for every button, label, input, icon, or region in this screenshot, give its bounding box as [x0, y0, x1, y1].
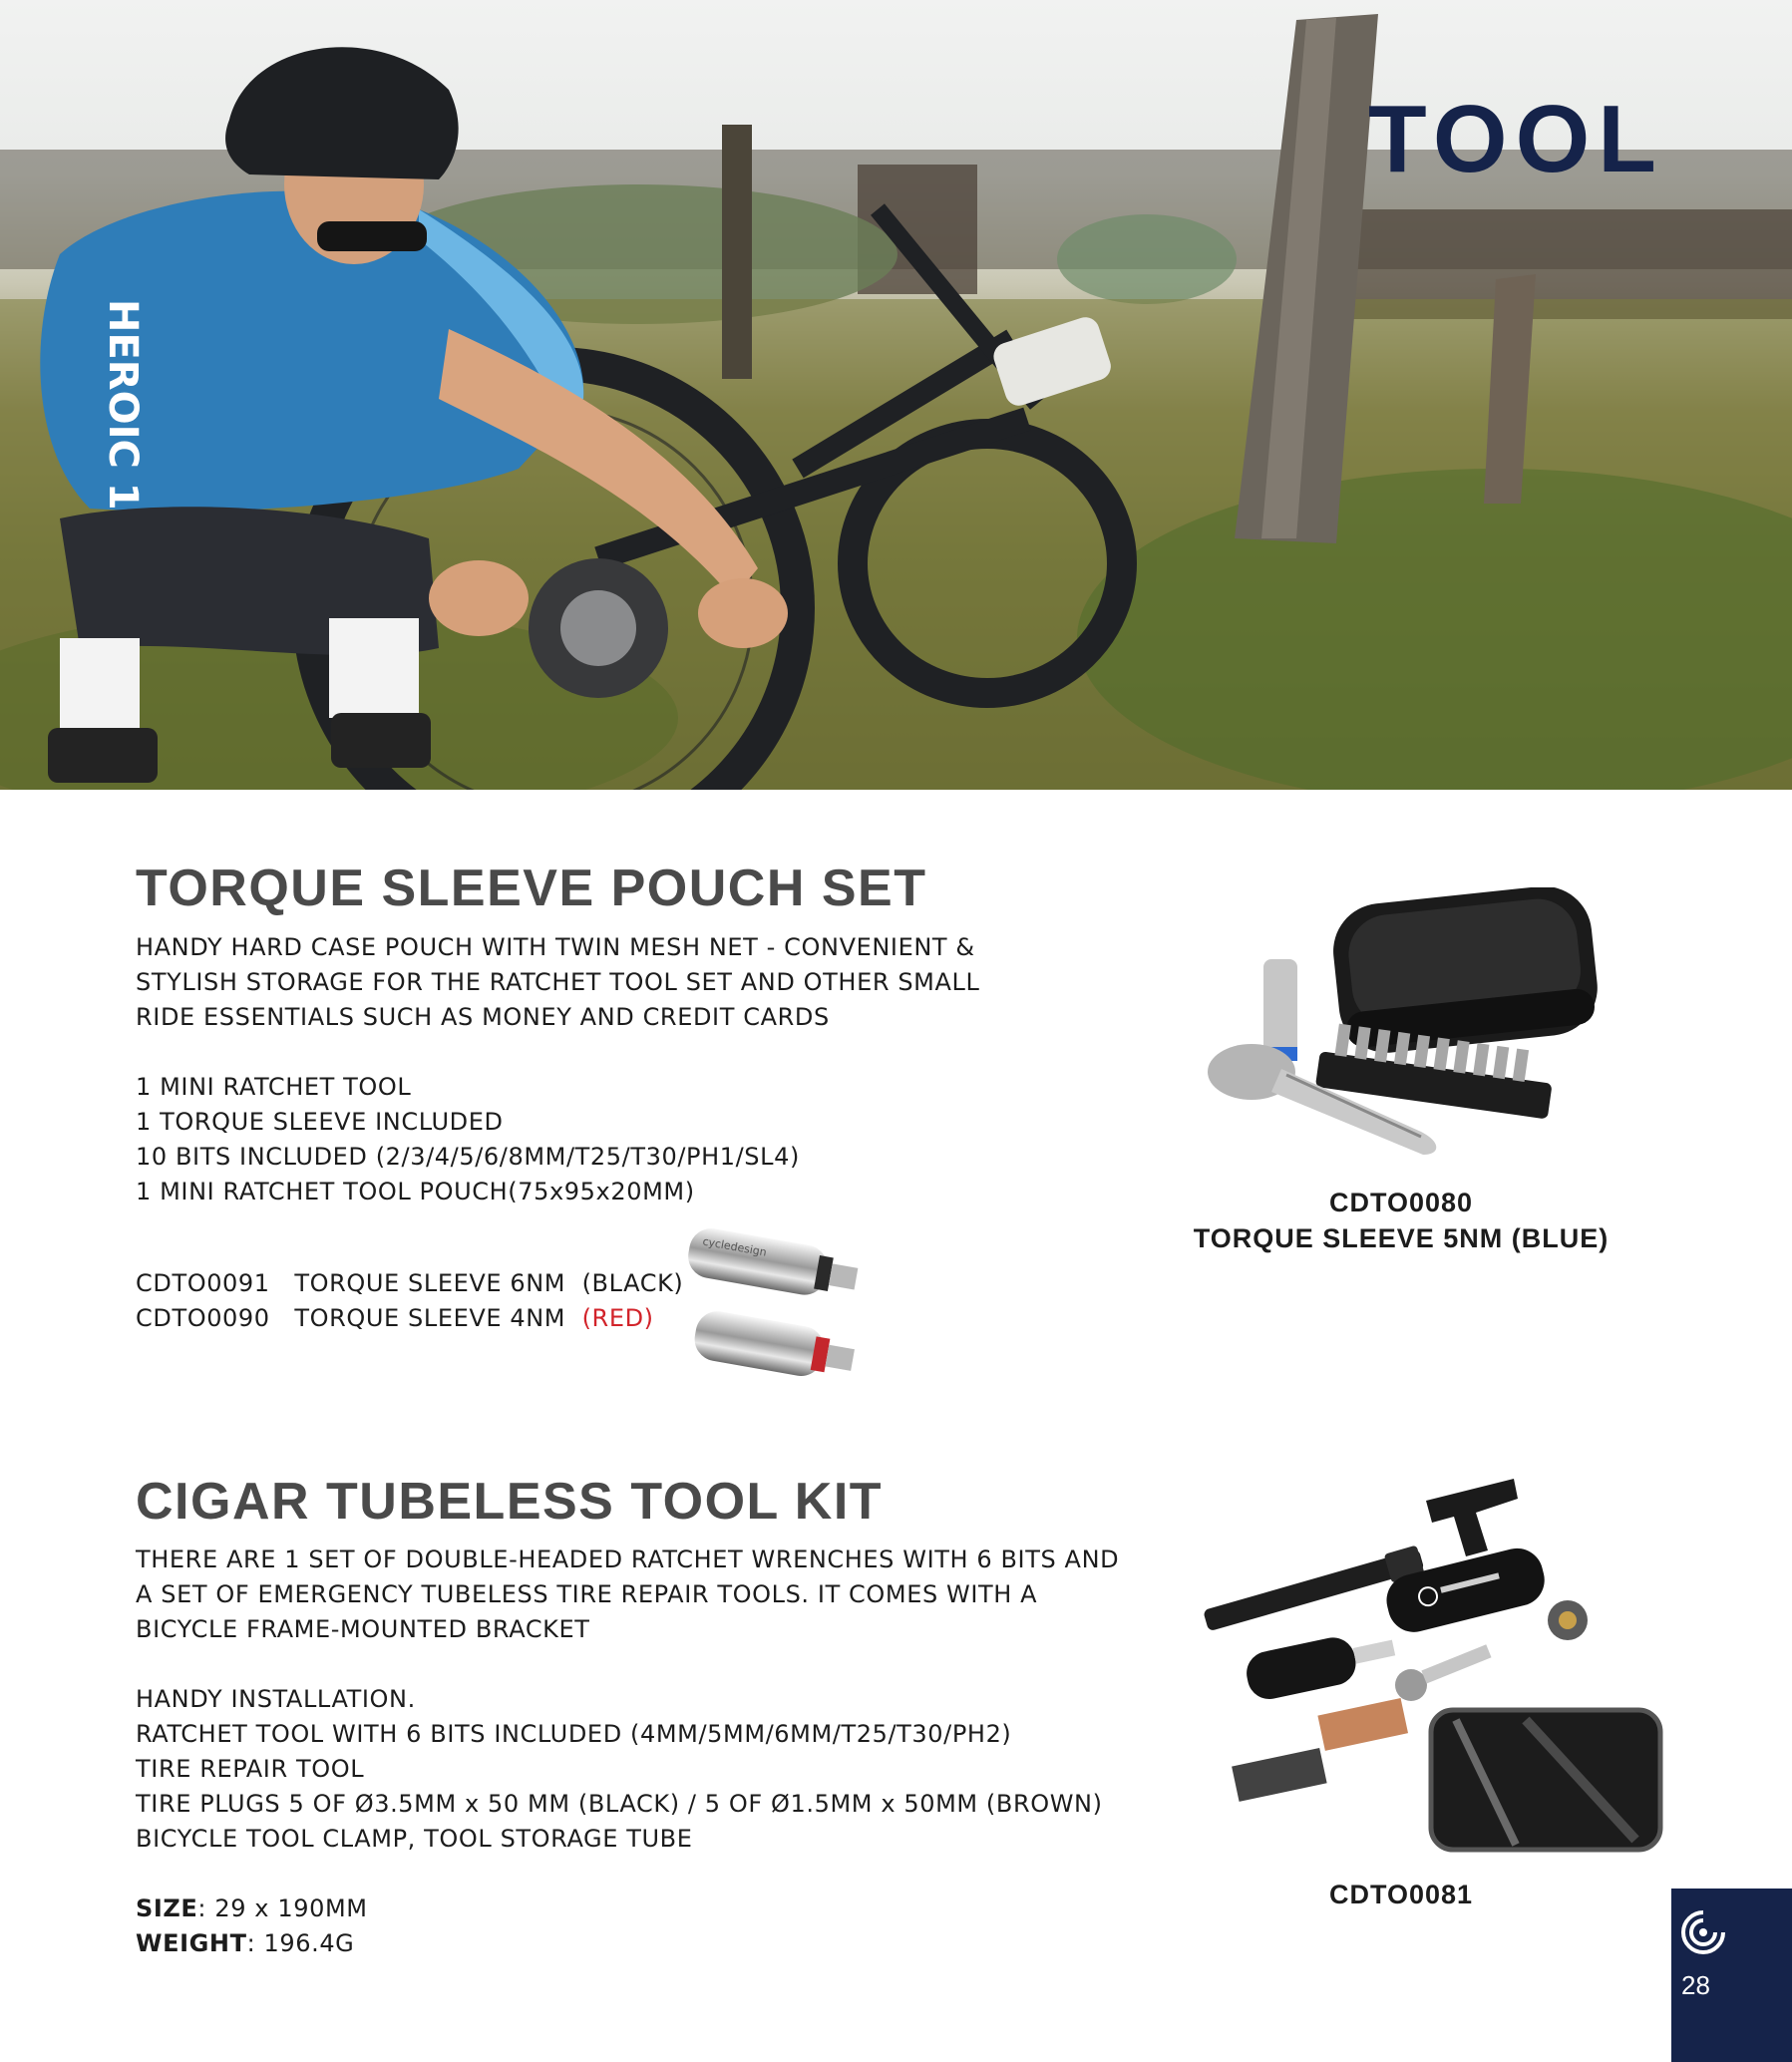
- variant-name: TORQUE SLEEVE 4NM: [294, 1304, 566, 1332]
- spec-label: SIZE: [136, 1894, 198, 1922]
- variant-color: (RED): [581, 1304, 654, 1332]
- contents-line: 1 TORQUE SLEEVE INCLUDED: [136, 1108, 504, 1136]
- product-code: CDTO0080: [1328, 1188, 1474, 1217]
- cigar-kit-heading: CIGAR TUBELESS TOOL KIT: [136, 1473, 884, 1531]
- contents-line: BICYCLE TOOL CLAMP, TOOL STORAGE TUBE: [136, 1825, 693, 1853]
- cigar-kit-caption: [1237, 1877, 1566, 1912]
- variant-row: [136, 1301, 683, 1336]
- cigar-tubeless-kit-image: [1197, 1471, 1675, 1860]
- contents-line: TIRE REPAIR TOOL: [136, 1755, 365, 1783]
- description-line: THERE ARE 1 SET OF DOUBLE-HEADED RATCHET WRENCHES WITH 6 BITS AND: [136, 1546, 1120, 1573]
- page-title: TOOL: [1368, 86, 1664, 192]
- spec-value: : 196.4G: [246, 1929, 355, 1957]
- description-line: A SET OF EMERGENCY TUBELESS TIRE REPAIR TOOLS. IT COMES WITH A: [136, 1580, 1038, 1608]
- spec-value: : 29 x 190MM: [197, 1894, 368, 1922]
- spec-row: [136, 1891, 1119, 1926]
- torque-sleeve-pouch-set-image: [1192, 887, 1630, 1167]
- description-line: HANDY HARD CASE POUCH WITH TWIN MESH NET - CONVENIENT &: [136, 933, 975, 961]
- variant-color: (BLACK): [581, 1269, 684, 1297]
- pouch-set-caption: [1147, 1185, 1655, 1256]
- hero-photo: [0, 0, 1792, 790]
- contents-line: HANDY INSTALLATION.: [136, 1685, 416, 1713]
- page-number-badge: [1671, 1889, 1792, 2062]
- torque-sleeve-heading: TORQUE SLEEVE POUCH SET: [136, 859, 927, 917]
- description-line: STYLISH STORAGE FOR THE RATCHET TOOL SET AND OTHER SMALL: [136, 968, 980, 996]
- torque-sleeves-image: [686, 1226, 866, 1396]
- product-name: TORQUE SLEEVE 5NM (BLUE): [1193, 1223, 1610, 1253]
- description-line: BICYCLE FRAME-MOUNTED BRACKET: [136, 1615, 590, 1643]
- contents-line: 10 BITS INCLUDED (2/3/4/5/6/8MM/T25/T30/PH1/SL4): [136, 1143, 800, 1171]
- contents-line: 1 MINI RATCHET TOOL: [136, 1073, 412, 1101]
- contents-line: 1 MINI RATCHET TOOL POUCH(75x95x20MM): [136, 1178, 695, 1205]
- variant-name: TORQUE SLEEVE 6NM: [294, 1269, 566, 1297]
- cycledesign-logo-icon: [1679, 1908, 1727, 1956]
- spec-row: [136, 1926, 1119, 1961]
- contents-line: RATCHET TOOL WITH 6 BITS INCLUDED (4MM/5MM/6MM/T25/T30/PH2): [136, 1720, 1012, 1748]
- variant-code: CDTO0090: [136, 1304, 270, 1332]
- torque-sleeve-description: [136, 930, 979, 1209]
- variant-list: [136, 1266, 683, 1336]
- spec-label: WEIGHT: [136, 1929, 247, 1957]
- cigar-kit-description: [136, 1543, 1119, 1961]
- sleeve-brand-label: cycledesign: [701, 1234, 768, 1259]
- svg-text:HEROIC 1: HEROIC 1: [100, 299, 146, 511]
- variant-code: CDTO0091: [136, 1269, 270, 1297]
- product-code: CDTO0081: [1328, 1880, 1474, 1909]
- variant-row: [136, 1266, 683, 1301]
- contents-line: TIRE PLUGS 5 OF Ø3.5MM x 50 MM (BLACK) / 5 OF Ø1.5MM x 50MM (BROWN): [136, 1790, 1103, 1818]
- description-line: RIDE ESSENTIALS SUCH AS MONEY AND CREDIT CARDS: [136, 1003, 830, 1031]
- page-number: 28: [1681, 1970, 1710, 2000]
